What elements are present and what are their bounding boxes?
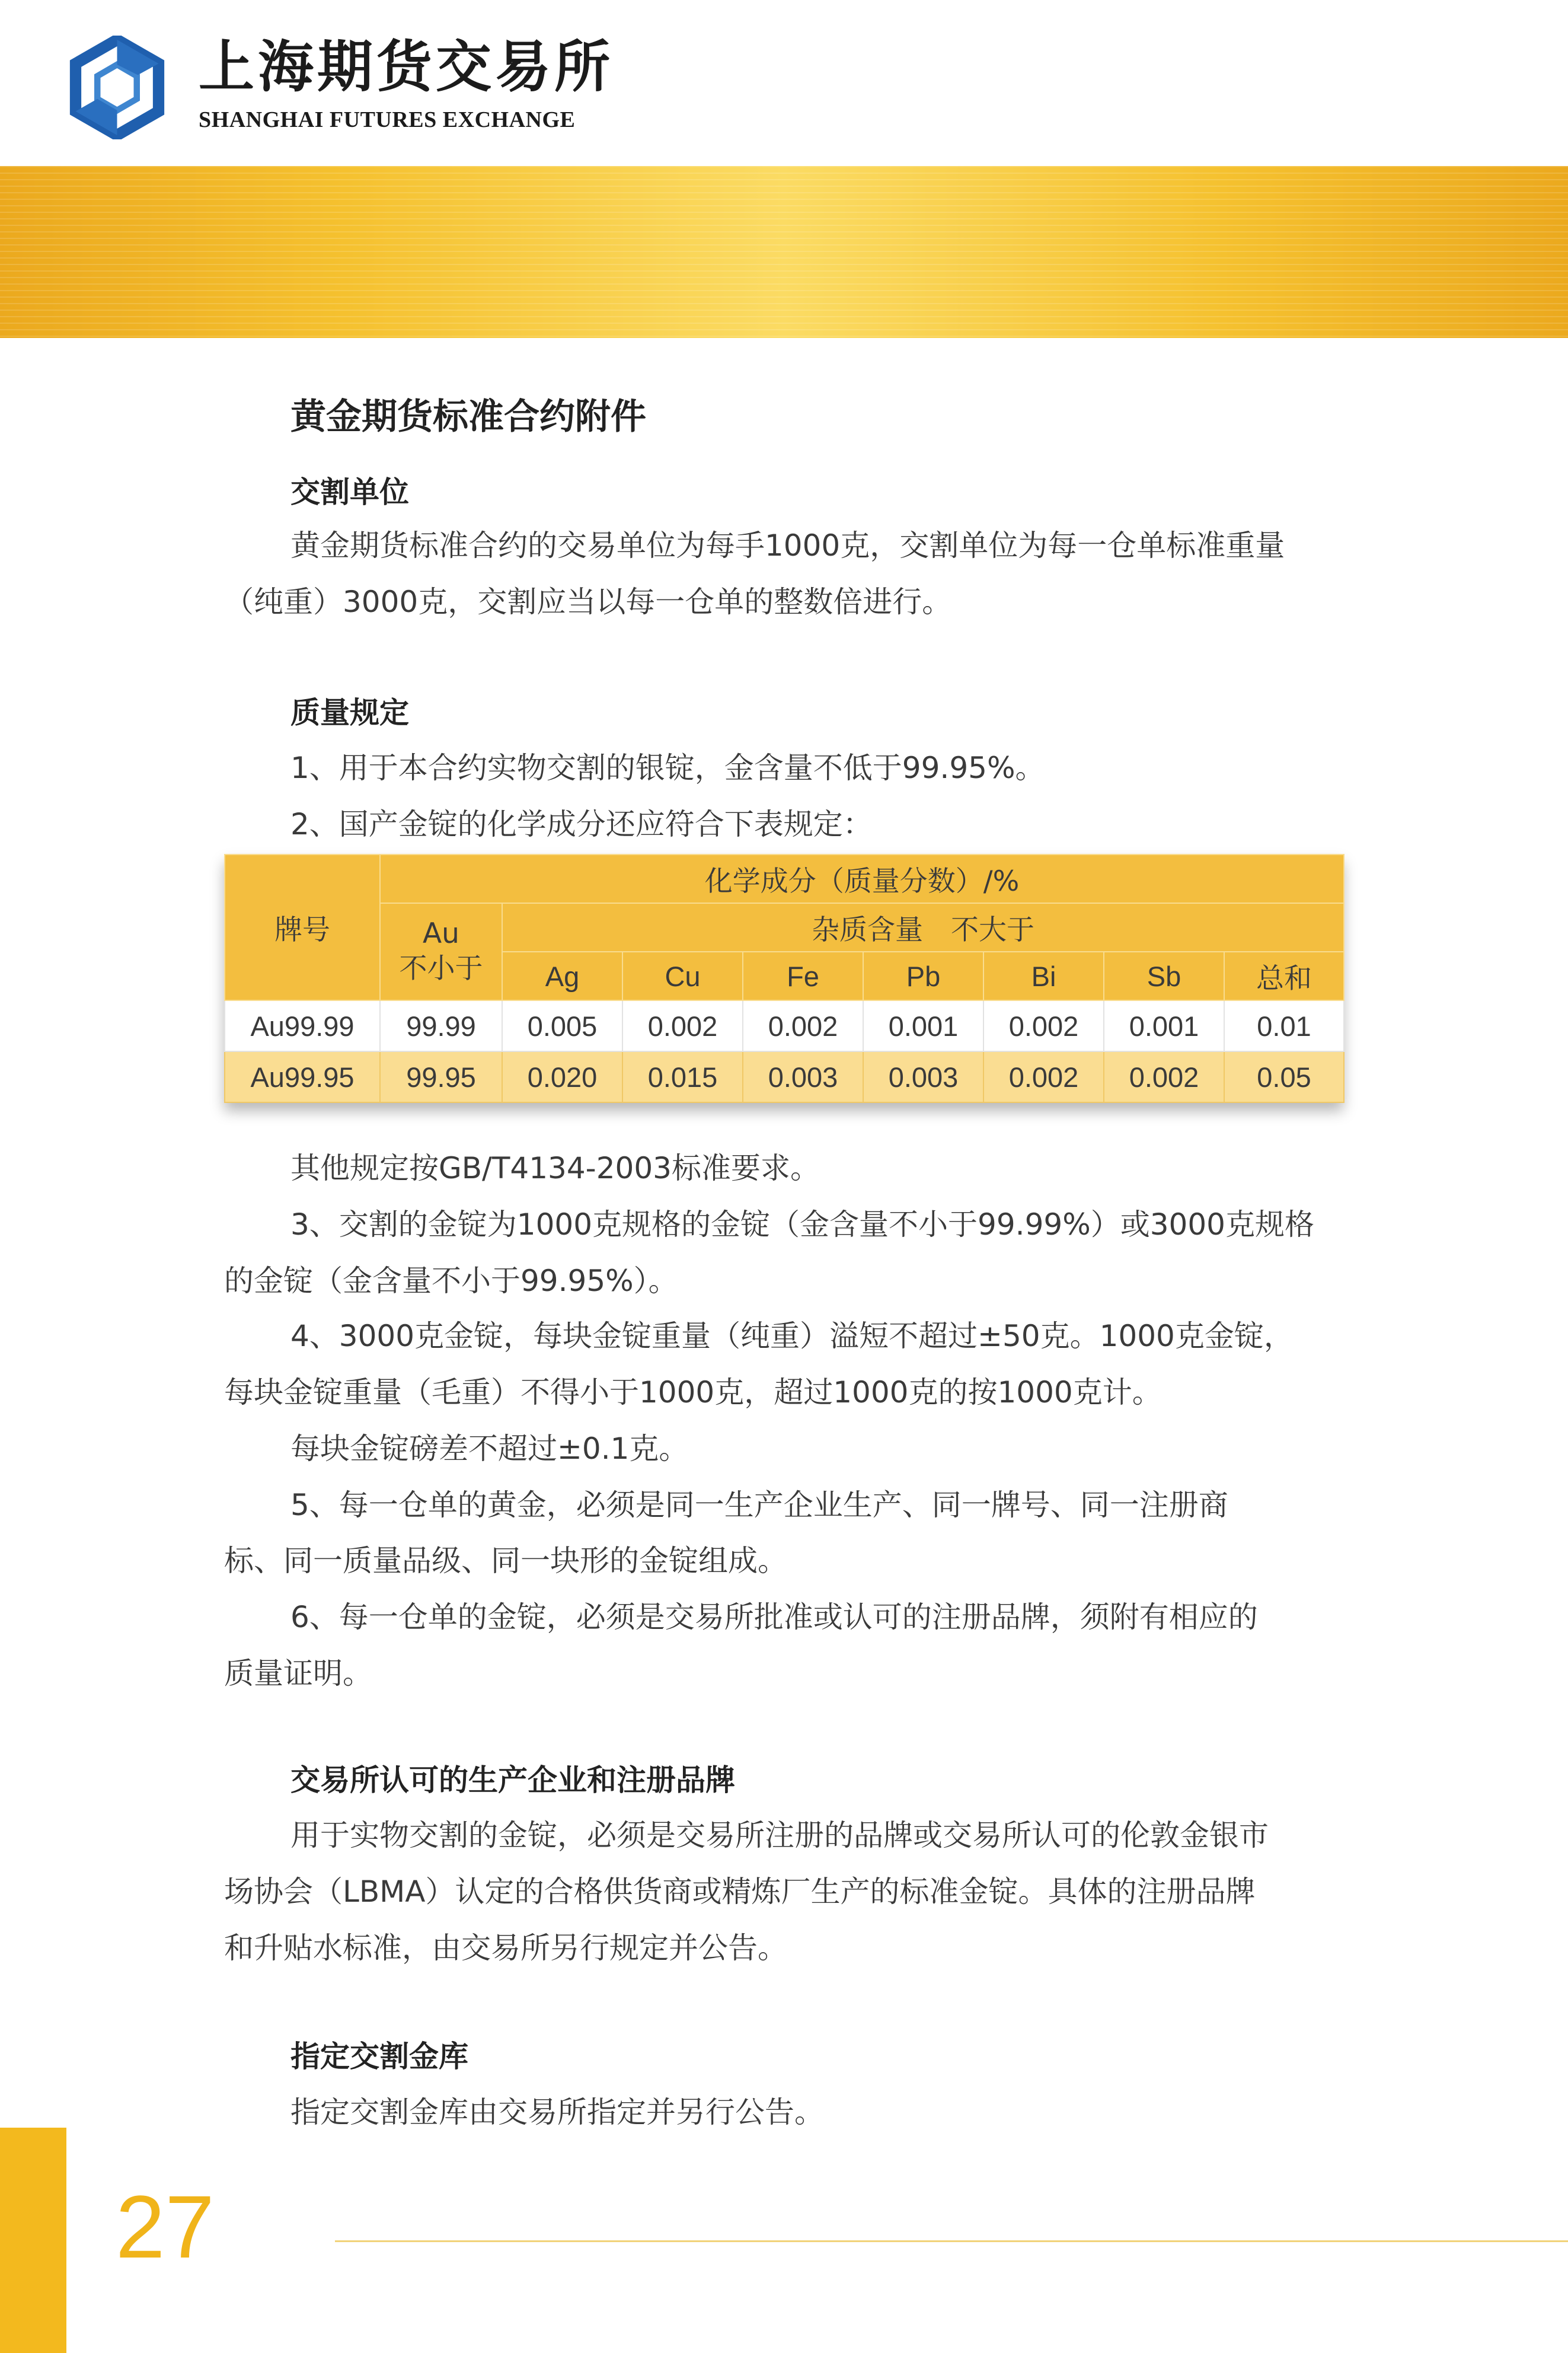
cell-total: 0.05 bbox=[1224, 1051, 1344, 1102]
logo-chinese-name: 上海期货交易所 bbox=[199, 34, 614, 100]
quality-item-3-line-1: 3、交割的金锭为1000克规格的金锭（金含量不小于99.99%）或3000克规格 bbox=[290, 1207, 1314, 1242]
footer-accent-bar bbox=[0, 2128, 66, 2353]
cell-fe: 0.003 bbox=[743, 1051, 863, 1102]
header-au-label: Au bbox=[423, 917, 459, 951]
quality-note-standard: 其他规定按GB/T4134-2003标准要求。 bbox=[290, 1151, 820, 1185]
cell-sb: 0.002 bbox=[1104, 1051, 1224, 1102]
cell-ag: 0.005 bbox=[502, 1000, 622, 1051]
quality-item-6-line-2: 质量证明。 bbox=[224, 1656, 372, 1691]
quality-item-4-line-1: 4、3000克金锭，每块金锭重量（纯重）溢短不超过±50克。1000克金锭， bbox=[290, 1319, 1294, 1353]
cell-ag: 0.020 bbox=[502, 1051, 622, 1102]
footer-divider bbox=[335, 2240, 1568, 2242]
quality-item-5-line-1: 5、每一仓单的黄金，必须是同一生产企业生产、同一牌号、同一注册商 bbox=[290, 1488, 1228, 1522]
header-au-sub: 不小于 bbox=[399, 952, 483, 985]
cell-bi: 0.002 bbox=[983, 1000, 1104, 1051]
header-bi: Bi bbox=[983, 952, 1104, 1000]
cell-brand: Au99.99 bbox=[225, 1000, 380, 1051]
cell-fe: 0.002 bbox=[743, 1000, 863, 1051]
cell-brand: Au99.95 bbox=[225, 1051, 380, 1102]
chemical-composition-table bbox=[224, 854, 1343, 1103]
quality-item-3-line-2: 的金锭（金含量不小于99.95%）。 bbox=[224, 1264, 678, 1298]
quality-item-4-line-3: 每块金锭磅差不超过±0.1克。 bbox=[290, 1431, 689, 1466]
quality-item-1: 1、用于本合约实物交割的银锭，金含量不低于99.95%。 bbox=[290, 751, 1045, 785]
heading-delivery-unit: 交割单位 bbox=[290, 475, 409, 509]
cell-sb: 0.001 bbox=[1104, 1000, 1224, 1051]
quality-item-5-line-2: 标、同一质量品级、同一块形的金锭组成。 bbox=[224, 1544, 787, 1578]
delivery-unit-line-2: （纯重）3000克，交割应当以每一仓单的整数倍进行。 bbox=[224, 585, 952, 619]
brands-line-3: 和升贴水标准，由交易所另行规定并公告。 bbox=[224, 1931, 787, 1965]
header-sb: Sb bbox=[1104, 952, 1224, 1000]
header-pb: Pb bbox=[863, 952, 983, 1000]
brands-line-2: 场协会（LBMA）认定的合格供货商或精炼厂生产的标准金锭。具体的注册品牌 bbox=[224, 1874, 1256, 1909]
quality-item-6-line-1: 6、每一仓单的金锭，必须是交易所批准或认可的注册品牌，须附有相应的 bbox=[290, 1600, 1258, 1634]
logo-english-name: SHANGHAI FUTURES EXCHANGE bbox=[199, 107, 576, 132]
quality-item-2: 2、国产金锭的化学成分还应符合下表规定： bbox=[290, 807, 873, 841]
delivery-unit-line-1: 黄金期货标准合约的交易单位为每手1000克，交割单位为每一仓单标准重量 bbox=[290, 528, 1285, 563]
sfe-logo-icon bbox=[65, 36, 169, 139]
heading-quality: 质量规定 bbox=[290, 696, 409, 730]
cell-pb: 0.001 bbox=[863, 1000, 983, 1051]
cell-bi: 0.002 bbox=[983, 1051, 1104, 1102]
header-impurity: 杂质含量 不大于 bbox=[502, 903, 1344, 952]
header-banner bbox=[0, 166, 1568, 338]
table-row bbox=[225, 1051, 1344, 1102]
header-chemical-composition: 化学成分（质量分数）/% bbox=[380, 855, 1344, 903]
cell-cu: 0.002 bbox=[622, 1000, 743, 1051]
cell-cu: 0.015 bbox=[622, 1051, 743, 1102]
header-fe: Fe bbox=[743, 952, 863, 1000]
quality-item-4-line-2: 每块金锭重量（毛重）不得小于1000克，超过1000克的按1000克计。 bbox=[224, 1375, 1162, 1410]
header-total: 总和 bbox=[1224, 952, 1344, 1000]
header-brand: 牌号 bbox=[225, 855, 380, 1000]
table-row bbox=[225, 1000, 1344, 1051]
heading-delivery-warehouse: 指定交割金库 bbox=[290, 2039, 468, 2074]
cell-au: 99.95 bbox=[380, 1051, 502, 1102]
page-number: 27 bbox=[116, 2177, 215, 2277]
cell-au: 99.99 bbox=[380, 1000, 502, 1051]
page-title: 黄金期货标准合约附件 bbox=[290, 396, 646, 438]
brands-line-1: 用于实物交割的金锭，必须是交易所注册的品牌或交易所认可的伦敦金银市 bbox=[290, 1818, 1269, 1853]
header-ag: Ag bbox=[502, 952, 622, 1000]
cell-total: 0.01 bbox=[1224, 1000, 1344, 1051]
header-cu: Cu bbox=[622, 952, 743, 1000]
header-au bbox=[380, 903, 502, 1000]
cell-pb: 0.003 bbox=[863, 1051, 983, 1102]
warehouse-line: 指定交割金库由交易所指定并另行公告。 bbox=[290, 2095, 824, 2129]
heading-registered-brands: 交易所认可的生产企业和注册品牌 bbox=[290, 1763, 735, 1797]
